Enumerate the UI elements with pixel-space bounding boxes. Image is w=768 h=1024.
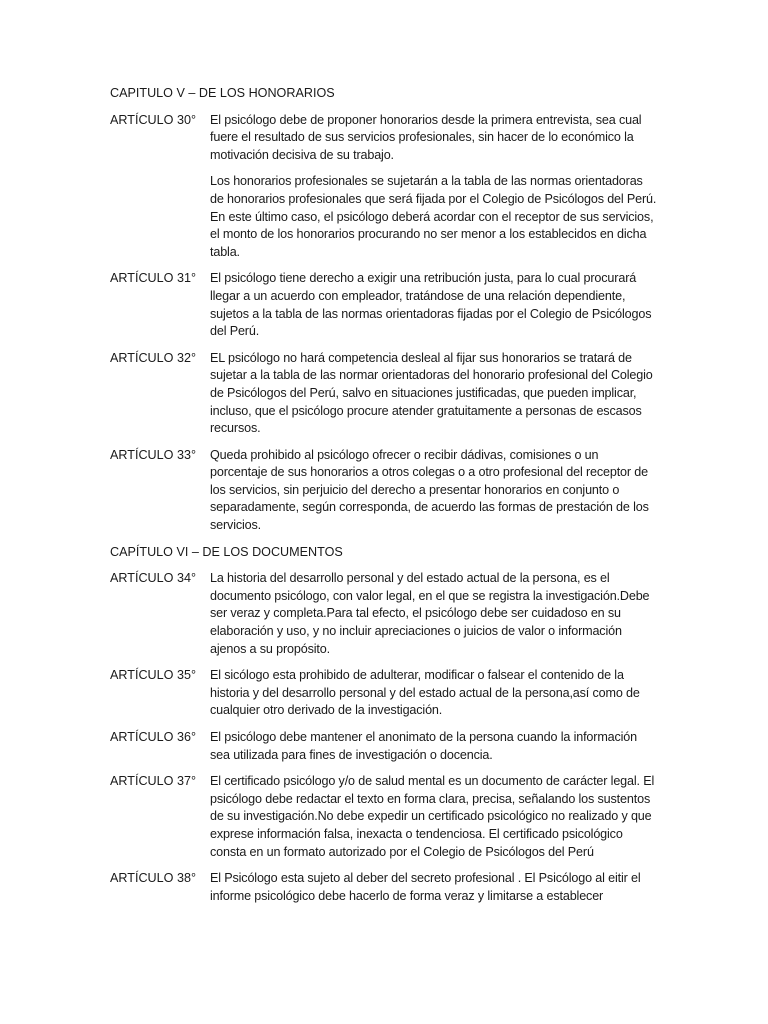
article-label: ARTÍCULO 30° [110,112,196,127]
article [110,350,658,438]
article-label: ARTÍCULO 33° [110,447,196,462]
article-label: ARTÍCULO 34° [110,571,196,586]
article [110,112,658,262]
article-paragraph: El psicólogo debe mantener el anonimato de la persona cuando la información sea utilizada para fines de investigación o docencia. [210,730,638,762]
article-body [210,667,658,720]
article [110,870,658,905]
article-paragraph: El certificado psicólogo y/o de salud mental es un documento de carácter legal. El psicólogo debe redactar el texto en forma clara, precisa, señalando los sustentos de su investigación.No debe expedir un certificado psicológico no realizado y que exprese información falsa, inexacta o tendenciosa. El certificado psicológico consta en un formato autorizado por el Colegio de Psicólogos del Perú [210,774,655,859]
article-label: ARTÍCULO 37° [110,774,196,789]
article [110,570,658,658]
document-content [110,85,658,914]
article-paragraph: Queda prohibido al psicólogo ofrecer o recibir dádivas, comisiones o un porcentaje de sus honorarios a otros colegas o a otro profesional del receptor de los servicios, sin perjuicio del derecho a presentar honorarios en conjunto o separadamente, según corresponda, de acuerdo las formas de prestación de los servicios. [210,447,649,533]
article-paragraph: EL psicólogo no hará competencia desleal al fijar sus honorarios se tratará de sujetar a la tabla de las normar orientadoras del honorario profesional del Colegio de Psicólogos del Perú, salvo en situaciones justificadas, que pueden implicar, incluso, que el psicólogo procure atender gratuitamente a personas de escasos recursos. [210,350,653,436]
article [110,447,658,535]
article-paragraph: La historia del desarrollo personal y del estado actual de la persona, es el documento psicólogo, con valor legal, en el que se registra la investigación.Debe ser veraz y completa.Para tal efecto, el psicólogo debe ser cuidadoso en su elaboración y uso, y no incluir apreciaciones o juicios de valor o información ajenos a su propósito. [210,571,650,656]
article-paragraph: El sicólogo esta prohibido de adulterar, modificar o falsear el contenido de la historia y del desarrollo personal y del estado actual de la persona,así como de cualquier otro derivado de la investigación. [210,668,640,718]
article-paragraph: El psicólogo debe de proponer honorarios desde la primera entrevista, sea cual fuere el resultado de sus servicios profesionales, sin hacer de lo económico la motivación decisiva de su trabajo. [210,112,642,162]
article [110,667,658,720]
article [110,270,658,340]
article-paragraph: El Psicólogo esta sujeto al deber del secreto profesional . El Psicólogo al eitir el informe psicológico debe hacerlo de forma veraz y limitarse a establecer [210,871,641,903]
article-paragraph: El psicólogo tiene derecho a exigir una retribución justa, para lo cual procurará llegar a un acuerdo con empleador, tratándose de una relación dependiente, sujetos a la tabla de las normas orientadoras fijadas por el Colegio de Psicólogos del Perú. [210,271,652,339]
article-paragraph: Los honorarios profesionales se sujetarán a la tabla de las normas orientadoras de honorarios profesionales que será fijada por el Colegio de Psicólogos del Perú. En este último caso, el psicólogo deberá acordar con el receptor de sus servicios, el monto de los honorarios procurando no ser menor a los establecidos en dicha tabla. [210,174,657,259]
article-label: ARTÍCULO 31° [110,271,196,286]
article-body [210,773,658,861]
article-body [210,350,658,438]
article-label: ARTÍCULO 36° [110,730,196,744]
article-label: ARTÍCULO 38° [110,871,196,886]
chapter-heading: CAPITULO V – DE LOS HONORARIOS [110,86,335,100]
article-body [210,112,658,262]
article-body [210,570,658,658]
article-label: ARTÍCULO 32° [110,350,196,365]
article-body [210,870,658,905]
article-body [210,447,658,535]
chapter-heading: CAPÍTULO VI – DE LOS DOCUMENTOS [110,544,343,559]
article [110,729,658,764]
article-body [210,270,658,340]
article-label: ARTÍCULO 35° [110,668,196,683]
article [110,773,658,861]
article-body [210,729,658,764]
